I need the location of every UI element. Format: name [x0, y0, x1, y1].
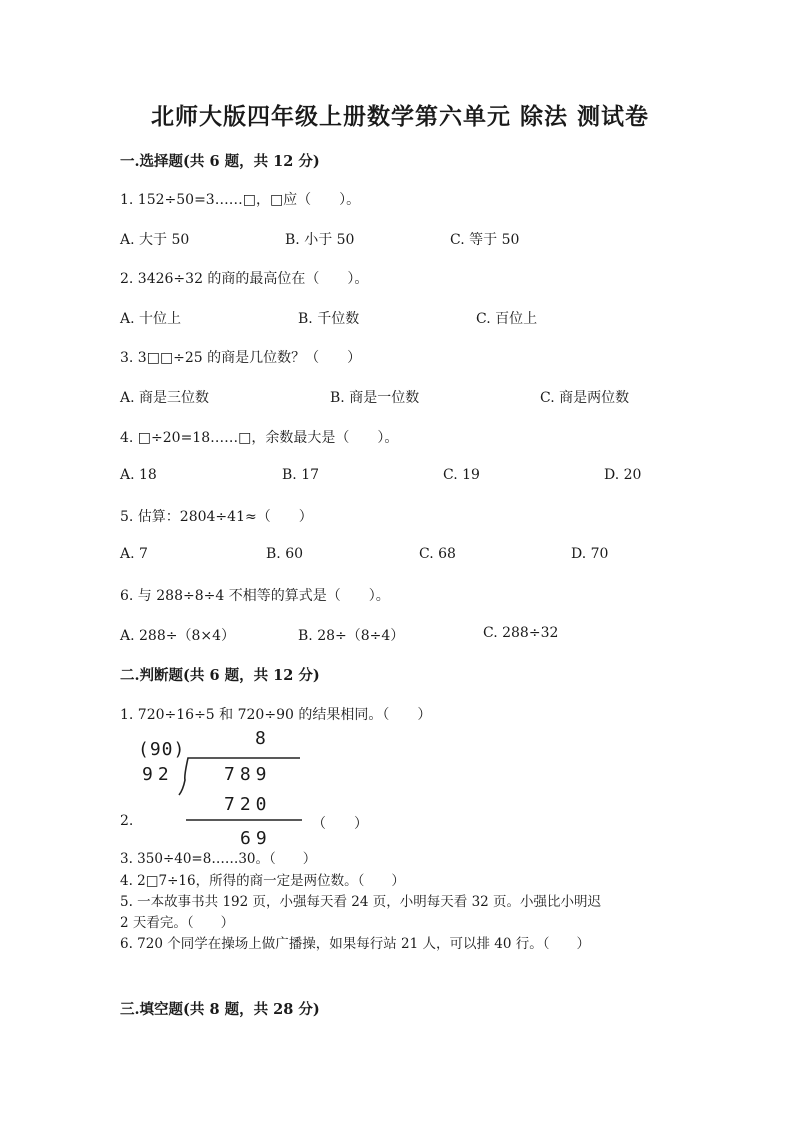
option-a: A. 288÷（8×4）: [120, 628, 236, 644]
option-c: C. 288÷32: [483, 625, 559, 641]
option-a: A. 商是三位数: [120, 390, 210, 406]
judgment-question-2-paren: （ ）: [312, 816, 368, 832]
section-heading-fill: 三.填空题(共 8 题，共 28 分): [120, 1001, 320, 1018]
option-b: B. 商是一位数: [330, 390, 420, 406]
option-b: B. 17: [282, 467, 320, 483]
option-c: C. 商是两位数: [540, 390, 630, 406]
judgment-question-2-number: 2.: [120, 813, 134, 829]
judgment-question-1: 1. 720÷16÷5 和 720÷90 的结果相同。（ ）: [120, 707, 432, 723]
question-stem: 1. 152÷50=3……□，□应（ ）。: [120, 192, 361, 208]
option-c: C. 等于 50: [450, 232, 520, 248]
section-heading-judgment: 二.判断题(共 6 题，共 12 分): [120, 667, 320, 684]
division-dividend: 789: [224, 764, 272, 785]
option-a: A. 7: [120, 546, 148, 562]
option-c: C. 百位上: [476, 311, 538, 327]
option-d: D. 20: [604, 467, 642, 483]
judgment-question-4: 4. 2□7÷16，所得的商一定是两位数。（ ）: [120, 873, 405, 889]
question-stem: 4. □÷20=18……□，余数最大是（ ）。: [120, 430, 399, 446]
question-stem: 3. 3□□÷25 的商是几位数？（ ）: [120, 350, 362, 366]
judgment-question-6: 6. 720 个同学在操场上做广播操，如果每行站 21 人，可以排 40 行。（ ）: [120, 936, 591, 952]
question-stem: 2. 3426÷32 的商的最高位在（ ）。: [120, 271, 369, 287]
division-bracket: [170, 750, 310, 830]
option-b: B. 60: [266, 546, 304, 562]
option-a: A. 18: [120, 467, 157, 483]
section-heading-choice: 一.选择题(共 6 题，共 12 分): [120, 153, 320, 170]
option-d: D. 70: [571, 546, 609, 562]
division-estimate: (90): [138, 739, 186, 760]
option-a: A. 大于 50: [120, 232, 190, 248]
option-b: B. 小于 50: [285, 232, 355, 248]
judgment-question-5-line1: 5. 一本故事书共 192 页，小强每天看 24 页，小明每天看 32 页。小强比小明迟: [120, 894, 602, 910]
division-quotient: 8: [255, 728, 271, 749]
division-product: 720: [224, 794, 272, 815]
option-c: C. 19: [443, 467, 480, 483]
division-divisor: 92: [142, 764, 174, 785]
judgment-question-3: 3. 350÷40=8……30。（ ）: [120, 851, 317, 867]
division-remainder: 69: [240, 828, 272, 849]
division-bracket-line: [179, 758, 300, 795]
option-c: C. 68: [419, 546, 456, 562]
option-a: A. 十位上: [120, 311, 182, 327]
question-stem: 6. 与 288÷8÷4 不相等的算式是（ ）。: [120, 588, 390, 604]
page-title: 北师大版四年级上册数学第六单元 除法 测试卷: [150, 103, 649, 130]
judgment-question-5-line2: 2 天看完。（ ）: [120, 915, 235, 931]
option-b: B. 28÷（8÷4）: [298, 628, 405, 644]
question-stem: 5. 估算：2804÷41≈（ ）: [120, 509, 313, 525]
option-b: B. 千位数: [298, 311, 360, 327]
